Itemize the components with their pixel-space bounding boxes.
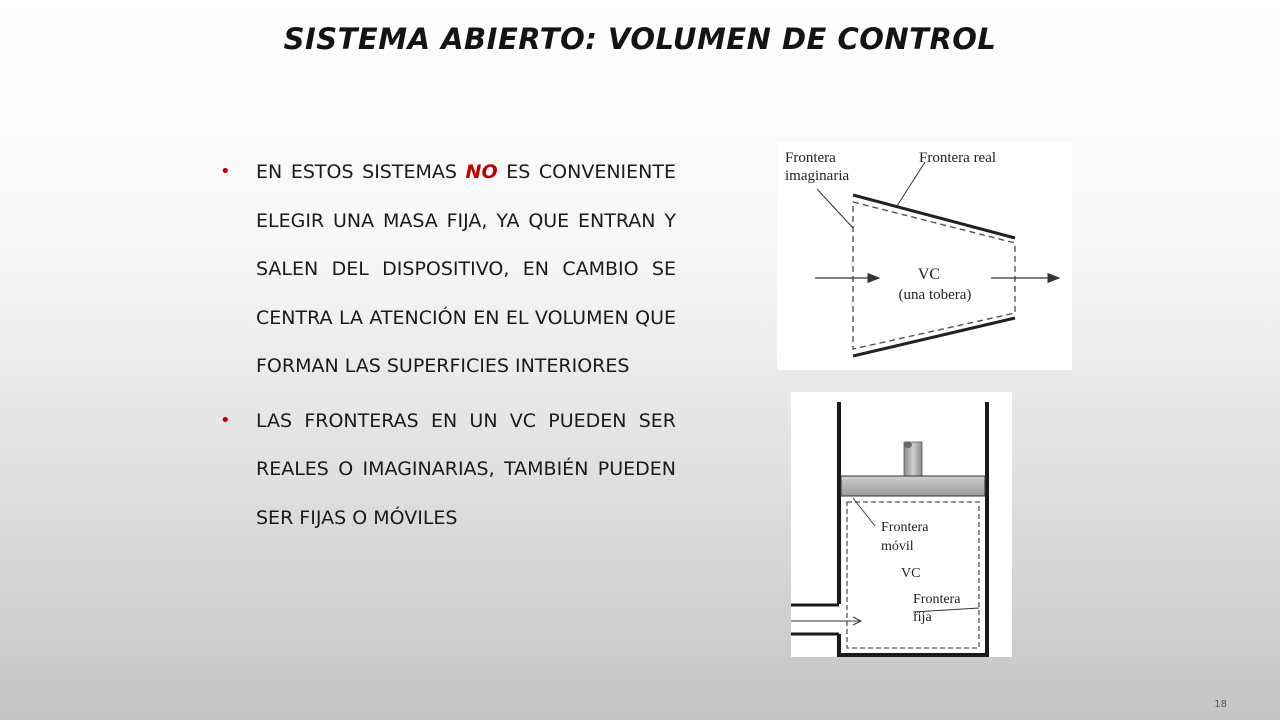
piston-rod-cap <box>904 442 912 448</box>
label-imaginary-1: Frontera <box>785 150 836 166</box>
slide-title: SISTEMA ABIERTO: VOLUMEN DE CONTROL <box>283 22 997 56</box>
label-fixed-1: Frontera <box>913 592 961 607</box>
label-nozzle: (una tobera) <box>898 287 972 303</box>
label-vc: VC <box>917 266 941 283</box>
bullet-2-text: LAS FRONTERAS EN UN VC PUEDEN SER REALES O IMAGINARIAS, TAMBIÉN PUEDEN SER FIJAS O MÓVILES <box>256 409 676 529</box>
leader-imaginary <box>817 189 853 228</box>
bullet-list <box>220 148 676 542</box>
piston-diagram <box>791 392 1012 657</box>
leader-real <box>897 162 925 206</box>
bullet-1-highlight: NO <box>465 161 498 183</box>
nozzle-diagram <box>777 142 1072 370</box>
label-vc-piston: VC <box>901 566 921 581</box>
piston-figure <box>791 392 1012 657</box>
bullet-dot-icon: • <box>220 409 231 431</box>
label-moving-1: Frontera <box>881 520 929 535</box>
piston <box>841 476 985 496</box>
bullet-1-text-before: EN ESTOS SISTEMAS <box>256 161 466 183</box>
nozzle-figure <box>777 142 1072 370</box>
label-fixed-2: fija <box>913 610 932 625</box>
bullet-1-text-after: ES CONVENIENTE ELEGIR UNA MASA FIJA, YA QUE ENTRAN Y SALEN DEL DISPOSITIVO, EN CAMBIO SE CENTRA LA ATENCIÓN EN EL VOLUMEN QUE FORMAN LAS SUPERFICIES INTERIORES <box>256 161 676 377</box>
label-imaginary-2: imaginaria <box>785 168 850 184</box>
label-moving-2: móvil <box>881 539 914 554</box>
bullet-item-1 <box>220 148 676 391</box>
page-number: 18 <box>1214 699 1227 710</box>
label-real: Frontera real <box>919 150 997 166</box>
nozzle-bottom-wall <box>853 318 1015 356</box>
nozzle-top-wall <box>853 195 1015 238</box>
bullet-item-2 <box>220 397 676 543</box>
bullet-dot-icon: • <box>220 161 231 182</box>
